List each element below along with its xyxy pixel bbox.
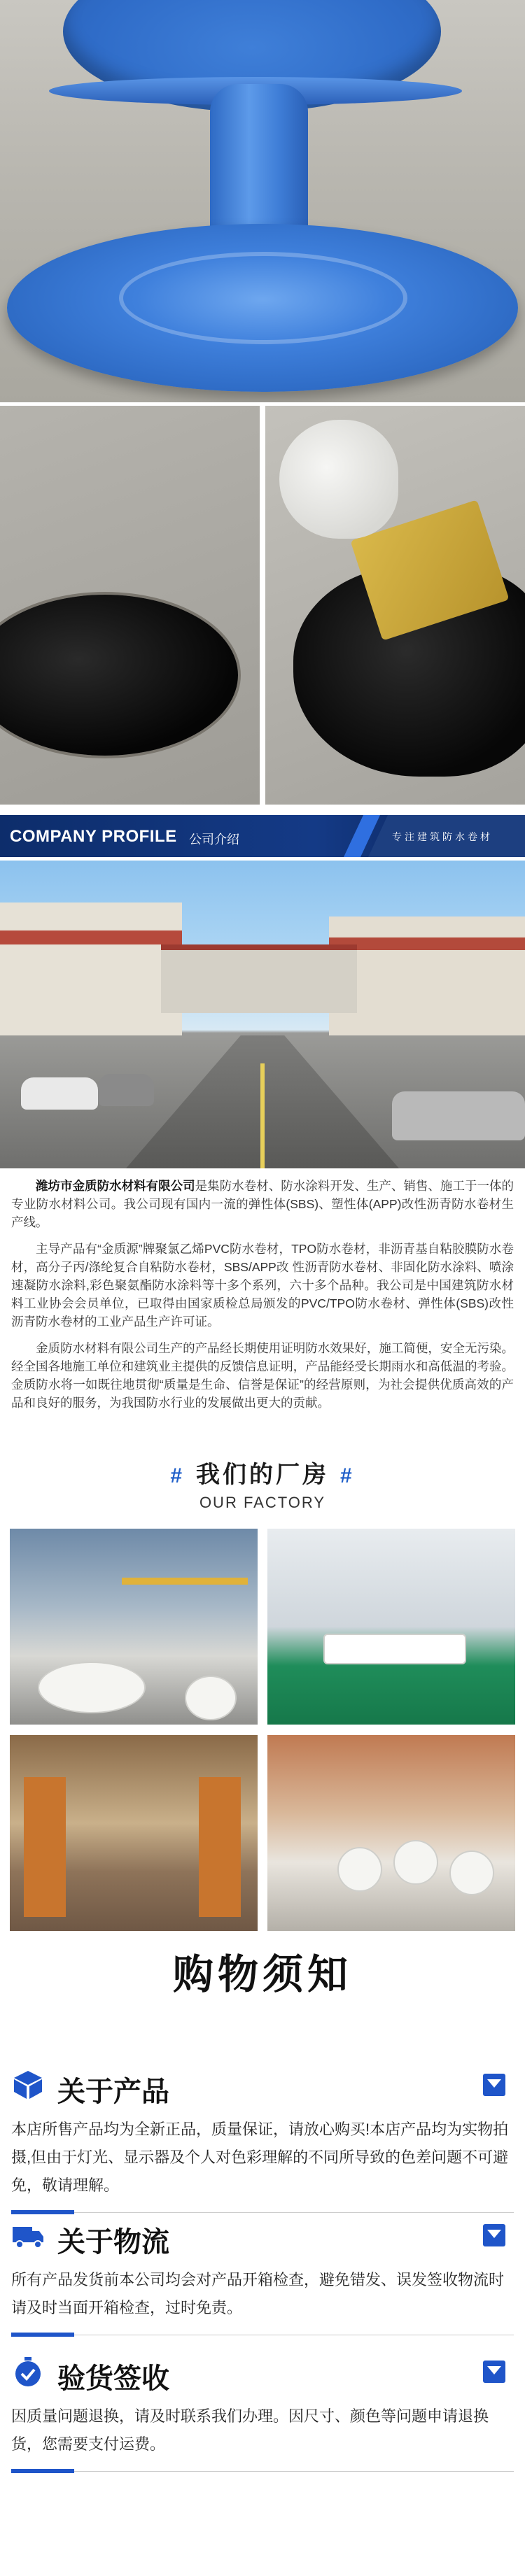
- blue-coating-photo: [0, 0, 525, 402]
- notice-section-body: 所有产品发货前本公司均会对产品开箱检查，避免错发、误发签收物流时请及时当面开箱检查，过时免责。: [11, 2271, 505, 2316]
- factory-building-left: [0, 903, 182, 1035]
- factory-building-right: [329, 917, 525, 1035]
- black-coating-disc: [0, 595, 238, 756]
- stopwatch-check-icon: [11, 2356, 45, 2387]
- black-coating-floor-photo: [0, 406, 260, 805]
- parked-car: [98, 1074, 154, 1106]
- factory-title-en: OUR FACTORY: [199, 1494, 326, 1511]
- profile-title-en: COMPANY PROFILE: [10, 827, 177, 846]
- profile-title-cn: 公司介绍: [189, 833, 239, 847]
- parked-car: [21, 1077, 98, 1110]
- work-glove: [279, 420, 398, 539]
- notice-section-inspection: [11, 2351, 514, 2477]
- company-profile-header: [0, 815, 525, 857]
- finished-rolls-photo: [267, 1735, 515, 1931]
- profile-tagline: 专注建筑防水卷材: [392, 831, 493, 842]
- section-divider: [11, 2467, 514, 2477]
- cube-icon: [11, 2069, 45, 2100]
- chevron-down-icon[interactable]: [483, 2224, 505, 2246]
- puddle-ripple: [119, 252, 407, 344]
- notice-section-title: 关于产品: [57, 2076, 169, 2107]
- notice-section-title: 关于物流: [57, 2227, 169, 2258]
- lab-workshop-photo: [267, 1529, 515, 1725]
- delivery-truck-icon: [11, 2220, 45, 2251]
- notice-section-product: [11, 2064, 514, 2218]
- description-paragraph: 主导产品有“金质源”牌聚氯乙烯PVC防水卷材，TPO防水卷材，非沥青基自粘胶膜防水卷材，高分子丙/涤纶复合自粘防水卷材，SBS/APP改 性沥青防水卷材、非固化防水涂料、喷涂速凝防水涂料,彩色聚氨酯防水涂料等十多个系列，六十多个品种。我公司是中国建筑防水材料工业协会会员单位，已取得由国家质检总局颁发的PVC/TPO防水卷材、弹性体(SBS)改性沥青防水卷材的工业产品生产许可证。: [11, 1242, 514, 1329]
- warehouse-rack-photo: [10, 1735, 258, 1931]
- road-lane-marking: [260, 1063, 265, 1168]
- production-line-photo: [10, 1529, 258, 1725]
- description-paragraph: 金质防水材料有限公司生产的产品经长期使用证明防水效果好，施工简便，安全无污染。经全国各地施工单位和建筑业主提供的反馈信息证明，产品能经受长期雨水和高低温的考验。金质防水将一如既往地贯彻“质量是生命、信誉是保证”的经营原则，为社会提供优质高效的产品和良好的服务，为我国防水行业的发展做出更大的贡献。: [11, 1341, 514, 1410]
- section-divider: [11, 2330, 514, 2340]
- parked-car: [392, 1091, 525, 1140]
- factory-gate-photo: [0, 861, 525, 1168]
- factory-title-cn: # 我们的厂房 #: [170, 1462, 355, 1488]
- black-coating-photos: [0, 406, 525, 805]
- description-paragraph: 潍坊市金质防水材料有限公司是集防水卷材、防水涂料开发、生产、销售、施工于一体的专业防水材料公司。我公司现有国内一流的弹性体(SBS)、塑性体(APP)改性沥青防水卷材生产线。: [11, 1179, 514, 1229]
- company-name: 潍坊市金质防水材料有限公司: [36, 1179, 195, 1193]
- factory-gate: [161, 944, 357, 1013]
- chevron-down-icon[interactable]: [483, 2074, 505, 2096]
- trowel-application-photo: [265, 406, 525, 805]
- our-factory-heading: [0, 1455, 525, 1512]
- notice-section-title: 验货签收: [57, 2363, 169, 2394]
- company-description: [11, 1177, 514, 1420]
- notice-section-body: 本店所售产品均为全新正品，质量保证，请放心购买!本店产品均为实物拍摄,但由于灯光、显示器及个人对色彩理解的不同所导致的色差问题不可避免，敬请理解。: [11, 2121, 509, 2194]
- chevron-down-icon[interactable]: [483, 2361, 505, 2383]
- factory-gallery: [10, 1529, 515, 1931]
- notice-section-logistics: [11, 2214, 514, 2340]
- hash-decoration: #: [340, 1464, 355, 1487]
- hash-decoration: #: [170, 1464, 185, 1487]
- notice-section-body: 因质量问题退换，请及时联系我们办理。因尺寸、颜色等问题申请退换货，您需要支付运费。: [11, 2407, 489, 2453]
- shopping-notice-title: 购物须知: [172, 1952, 352, 1997]
